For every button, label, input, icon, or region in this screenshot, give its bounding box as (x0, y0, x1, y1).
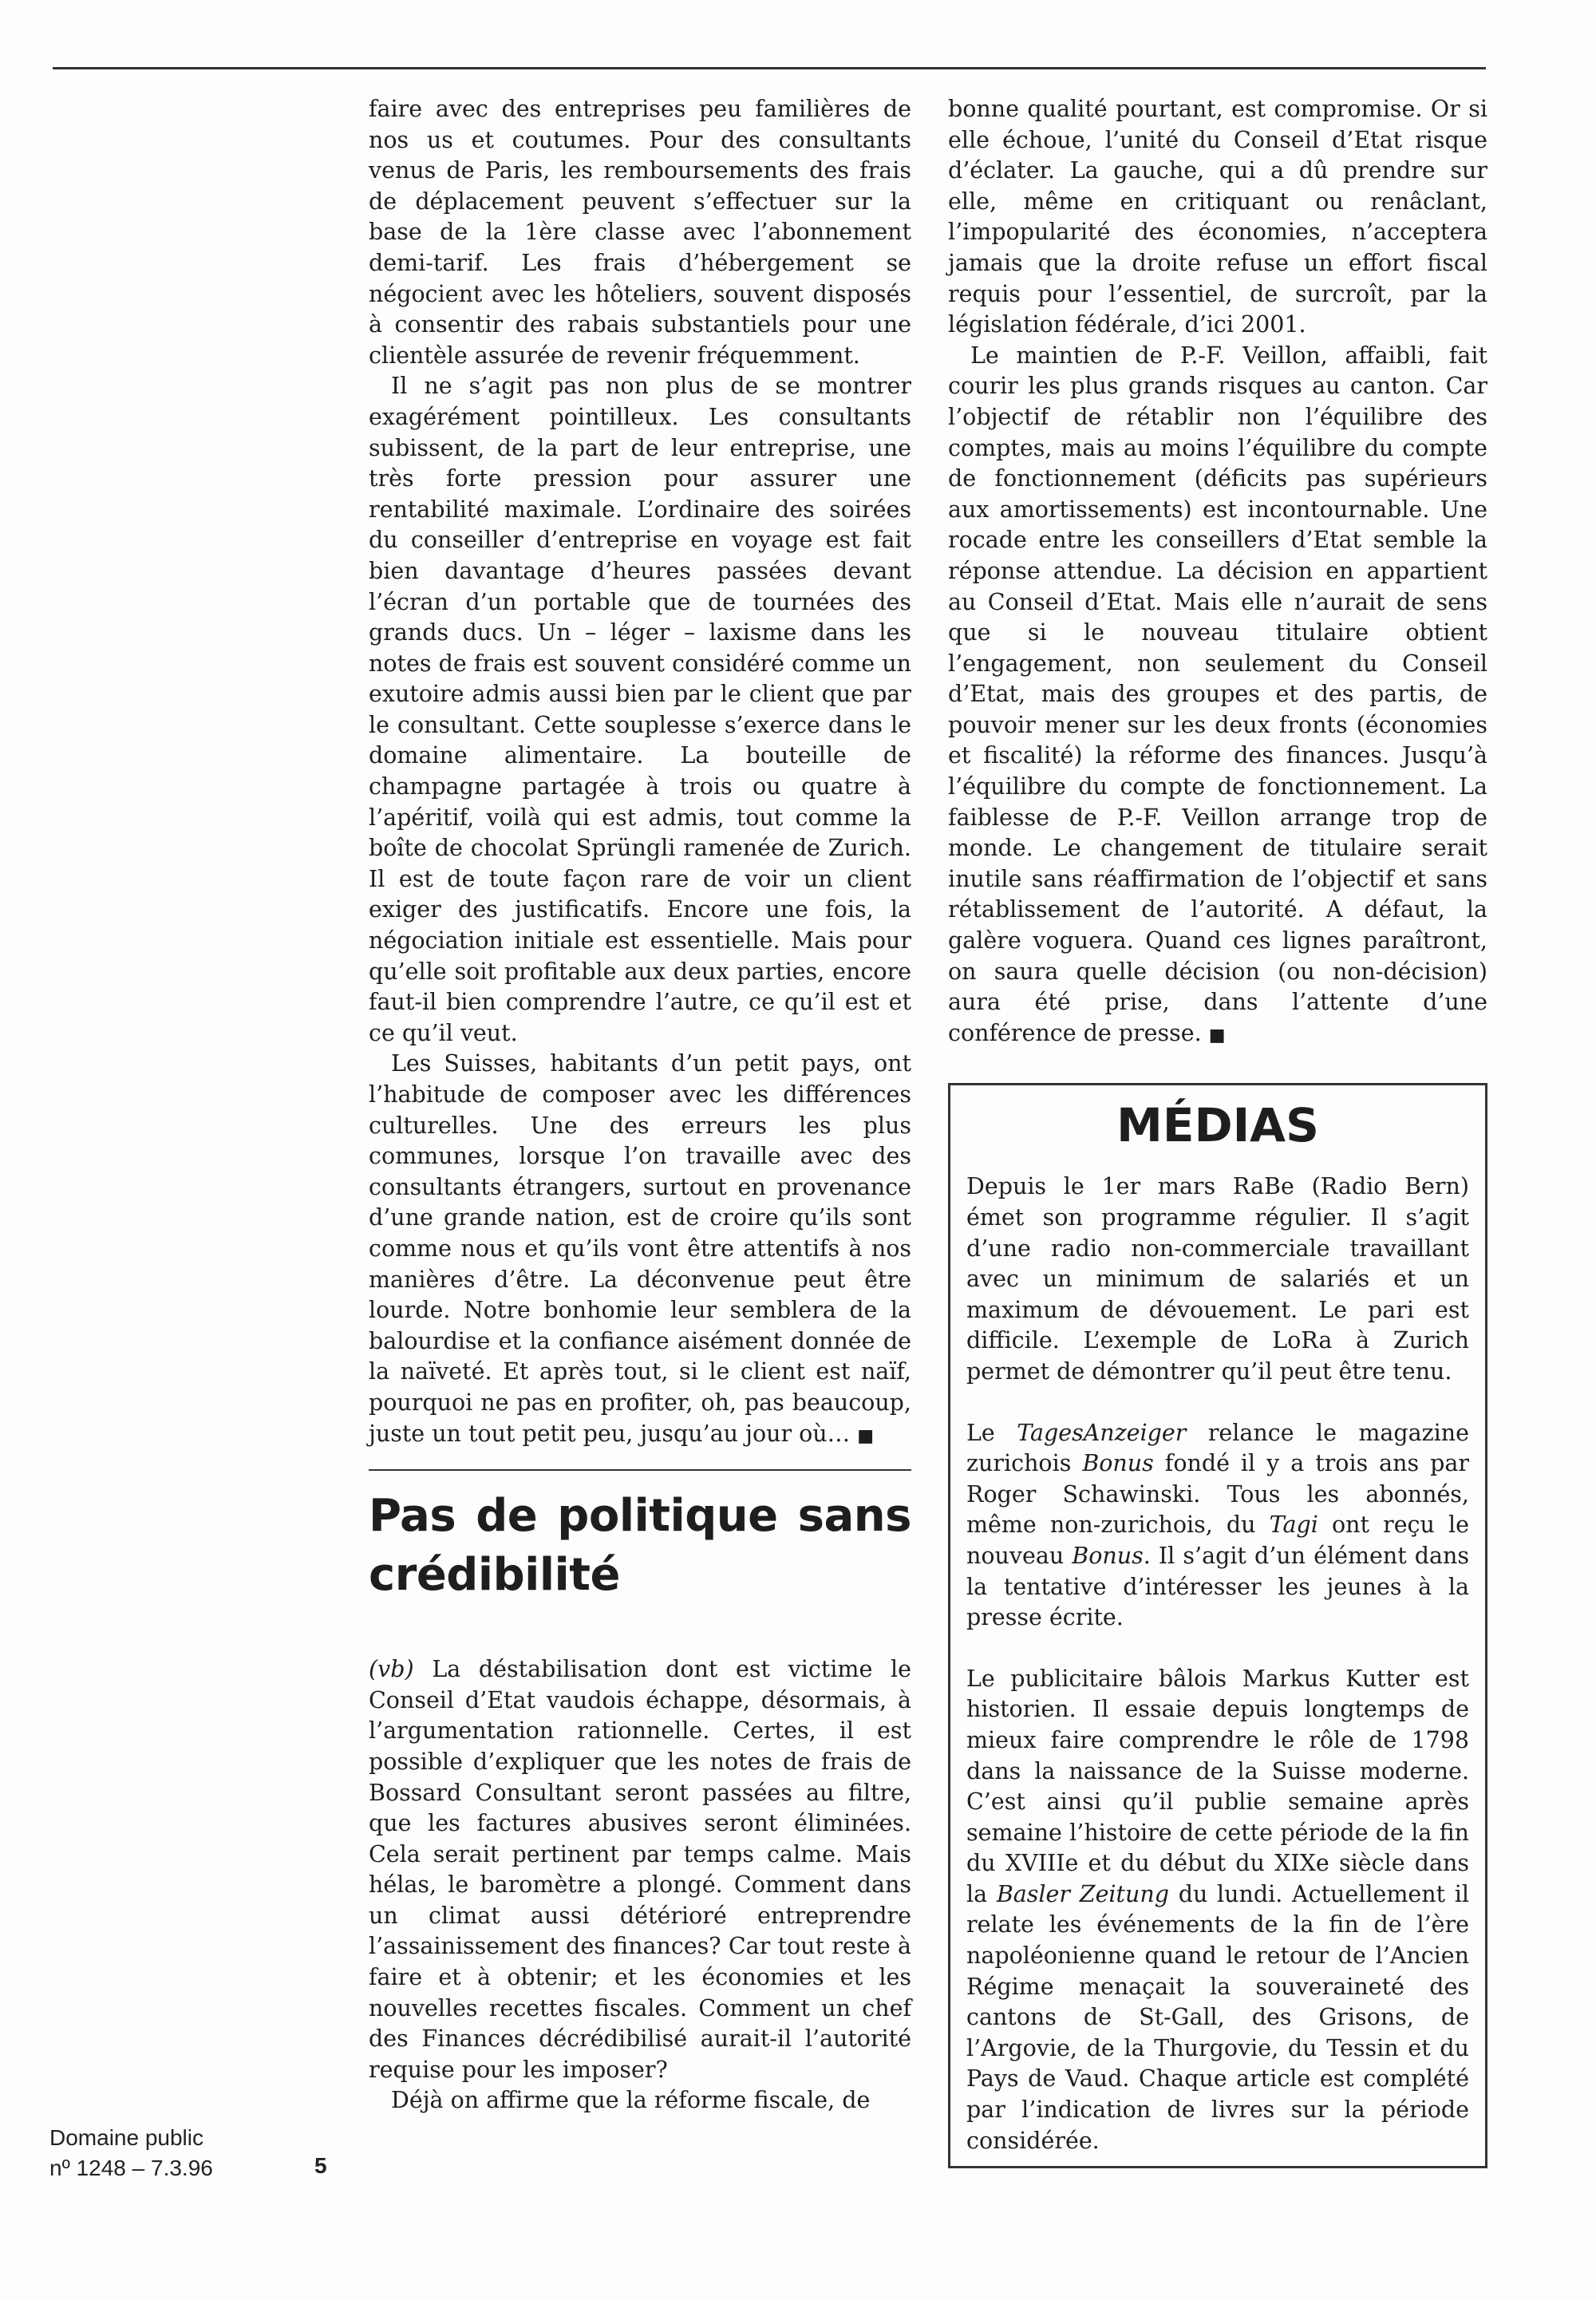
end-of-story-mark: ■ (857, 1425, 875, 1446)
article-end-mark: ■ (1208, 1025, 1226, 1045)
article-byline: (vb) (369, 1656, 414, 1683)
publication-name: Tagi (1269, 1512, 1318, 1539)
continued-paragraph-3-text: Les Suisses, habitants d’un petit pays, ont l’habitude de composer avec les différences culturelles. Une des erreurs les plus communes, lorsque l’on travaille avec des consultants étrangers, surtout en provenance d’une grande nation, est de croire qu’ils sont comme nous et qu’ils vont être attentifs à nos manières d’être. La déconvenue peut être lourde. Notre bonhomie leur semblera de la balourdise et la confiance aisément donnée de la naïveté. Et après tout, si le client est naïf, pourquoi ne pas en profiter, oh, pas beaucoup, juste un tout petit peu, jusqu’au jour où… (369, 1050, 911, 1447)
article-lead-paragraph (369, 1654, 911, 2085)
left-column (369, 94, 911, 2116)
article-paragraph-2-start: Déjà on affirme que la réforme fiscale, de (391, 2087, 871, 2114)
article-separator (369, 1469, 911, 1471)
medias-item-bonus-text: Le (966, 1419, 1017, 1446)
publication-name: Bonus (1082, 1450, 1154, 1477)
continued-paragraph-2: Il ne s’agit pas non plus de se montrer exagérément pointilleux. Les consultants subissent, de la part de leur entreprise, une très forte pression pour assurer une rentabilité maximale. L’ordinaire des soirées du conseiller d’entreprise en voyage est fait bien davantage d’heures passées devant l’écran d’un portable que de tournées des grands ducs. Un – léger – laxisme dans les notes de frais est souvent considéré comme un exutoire admis aussi bien par le client que par le consultant. Cette souplesse s’exerce dans le domaine alimentaire. La bouteille de champagne partagée à trois ou quatre à l’apéritif, voilà qui est admis, tout comme la boîte de chocolat Sprüngli ramenée de Zurich. Il est de toute façon rare de voir un client exiger des justificatifs. Encore une fois, la négociation initiale est essentielle. Mais pour qu’elle soit profitable aux deux parties, encore faut-il bien comprendre l’autre, ce qu’il est et ce qu’il veut. (369, 373, 911, 1046)
medias-box (948, 1083, 1487, 2168)
medias-item-bonus (966, 1418, 1469, 1634)
medias-item-rabe: Depuis le 1er mars RaBe (Radio Bern) émet son programme régulier. Il s’agit d’une radio non-commerciale travaillant avec un minimum de salariés et un maximum de dévouement. Le pari est difficile. L’exemple de LoRa à Zurich permet de démontrer qu’il peut être tenu. (966, 1173, 1469, 1385)
issue-info: nº 1248 – 7.3.96 (49, 2156, 213, 2180)
article-headline: Pas de politique sans crédibilité (369, 1490, 911, 1602)
article-lead-text: La déstabilisation dont est victime le Conseil d’Etat vaudois échappe, désormais, à l’argumentation rationnelle. Certes, il est possible d’expliquer que les notes de frais de Bossard Consultant seront passées au filtre, que les factures abusives seront éliminées. Cela serait pertinent par temps calme. Mais hélas, le baromètre a plongé. Comment dans un climat aussi détérioré entreprendre l’assainissement des finances? Car tout reste à faire et à obtenir; et les économies et les nouvelles recettes fiscales. Comment un chef des Finances décrédibilisé aurait-il l’autorité requise pour les imposer? (369, 1656, 911, 2083)
medias-item-kutter-text: Le publicitaire bâlois Markus Kutter est historien. Il essaie depuis longtemps de mieux faire comprendre le rôle de 1798 dans la naissance de la Suisse moderne. C’est ainsi qu’il publie semaine après semaine l’histoire de cette période de la fin du XVIIIe et du début du XIXe siècle dans la (966, 1665, 1469, 1907)
medias-item-bonus-text: relance le magazine zurichois (966, 1419, 1469, 1477)
medias-item-kutter (966, 1664, 1469, 2157)
article-paragraph-3 (948, 341, 1487, 1052)
article-paragraph-3-text: Le maintien de P.-F. Veillon, affaibli, fait courir les plus grands risques au canton. Car l’objectif de rétablir non l’équilibre des comptes, mais au moins l’équilibre du compte de fonctionnement (déficits pas supérieurs aux amortissements) est incontournable. Une rocade entre les conseillers d’Etat semble la réponse attendue. La décision en appartient au Conseil d’Etat. Mais elle n’aurait de sens que si le nouveau titulaire obtient l’engagement, non seulement du Conseil d’Etat, mais des groupes et des partis, de pouvoir mener sur les deux fronts (économies et fiscalité) la réforme des finances. Jusqu’à l’équilibre du compte de fonctionnement. La faiblesse de P.-F. Veillon arrange trop de monde. Le changement de titulaire serait inutile sans réaffirmation de l’objectif et sans rétablissement de l’autorité. A défaut, la galère voguera. Quand ces lignes paraîtront, on saura quelle décision (ou non-décision) aura été prise, dans l’attente d’une conférence de presse. (948, 342, 1487, 1046)
continued-paragraph-1: faire avec des entreprises peu familières de nos us et coutumes. Pour des consultants venus de Paris, les remboursements des frais de déplacement peuvent s’effectuer sur la base de la 1ère classe avec l’abonnement demi-tarif. Les frais d’hébergement se négocient avec les hôteliers, souvent disposés à consentir des rabais substantiels pour une clientèle assurée de revenir fréquemment. (369, 96, 911, 369)
publication-title: Domaine public (49, 2125, 203, 2150)
medias-item-kutter-text: du lundi. Actuellement il relate les événements de la fin de l’ère napoléonienne quand le retour de l’Ancien Régime menaçait la souveraineté des cantons de St-Gall, des Grisons, de l’Argovie, de la Thurgovie, du Tessin et du Pays de Vaud. Chaque article est complété par l’indication de livres sur la période considérée. (966, 1880, 1470, 2154)
publication-name: Bonus (1072, 1542, 1144, 1569)
article-paragraph-2-continued: bonne qualité pourtant, est compromise. Or si elle échoue, l’unité du Conseil d’Etat risque d’éclater. La gauche, qui a dû prendre sur elle, même en critiquant ou renâclant, l’impopularité des économies, n’acceptera jamais que la droite refuse un effort fiscal requis pour l’essentiel, de surcroît, par la législation fédérale, d’ici 2001. (948, 96, 1487, 338)
top-rule (53, 67, 1486, 69)
medias-item-bonus-text: ont reçu le nouveau (966, 1512, 1469, 1569)
publication-name: Basler Zeitung (996, 1880, 1169, 1907)
medias-item-bonus-text: fondé il y a trois ans par Roger Schawinski. Tous les abonnés, même non-zurichois, du (966, 1450, 1470, 1539)
medias-item-bonus-text: . Il s’agit d’un élément dans la tentative d’intéresser les jeunes à la presse écrite. (966, 1542, 1469, 1631)
continued-paragraph-3 (369, 1049, 911, 1452)
page-number: 5 (314, 2153, 327, 2178)
right-column (948, 94, 1487, 2168)
medias-title: MÉDIAS (1116, 1098, 1319, 1153)
publication-name: TagesAnzeiger (1017, 1419, 1187, 1446)
footer-publication (49, 2123, 213, 2183)
